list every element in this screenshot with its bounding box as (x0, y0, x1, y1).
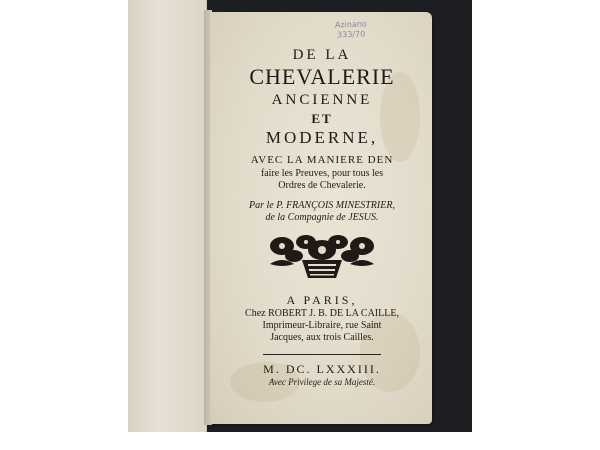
publication-date: M. DC. LXXXIII. (263, 362, 381, 376)
author-line-2: de la Compagnie de JESUS. (265, 212, 379, 223)
divider-rule (263, 354, 381, 355)
title-line-5: MODERNE, (265, 128, 379, 147)
subtitle-line-3: Ordres de Chevalerie. (278, 180, 366, 191)
title-text-block (212, 44, 432, 388)
imprint-printer: Chez ROBERT J. B. DE LA CAILLE, (245, 308, 399, 319)
title-line-2: CHEVALERIE (249, 64, 395, 89)
flower-basket-ornament-icon (268, 234, 376, 280)
subtitle-line-2: faire les Preuves, pour tous les (260, 168, 384, 179)
privilege-line: Avec Privilege de sa Majesté. (268, 377, 376, 387)
shelfmark-line-1: Azinano (334, 19, 367, 30)
left-page-blank (128, 0, 207, 432)
author-line-1: Par le P. FRANÇOIS MINESTRIER, (249, 200, 395, 211)
imprint-address-1: Imprimeur-Libraire, rue Saint (262, 320, 382, 331)
pencil-shelfmark (320, 19, 383, 41)
imprint-place: A PARIS, (286, 293, 358, 307)
subtitle-line-1: AVEC LA MANIERE DEN (250, 154, 394, 166)
title-line-3: ANCIENNE (271, 92, 373, 108)
imprint-address-2: Jacques, aux trois Cailles. (270, 332, 374, 343)
title-line-4: ET (311, 111, 333, 126)
title-line-1: DE LA (292, 47, 352, 63)
shelfmark-line-2: 333/70 (336, 29, 366, 40)
